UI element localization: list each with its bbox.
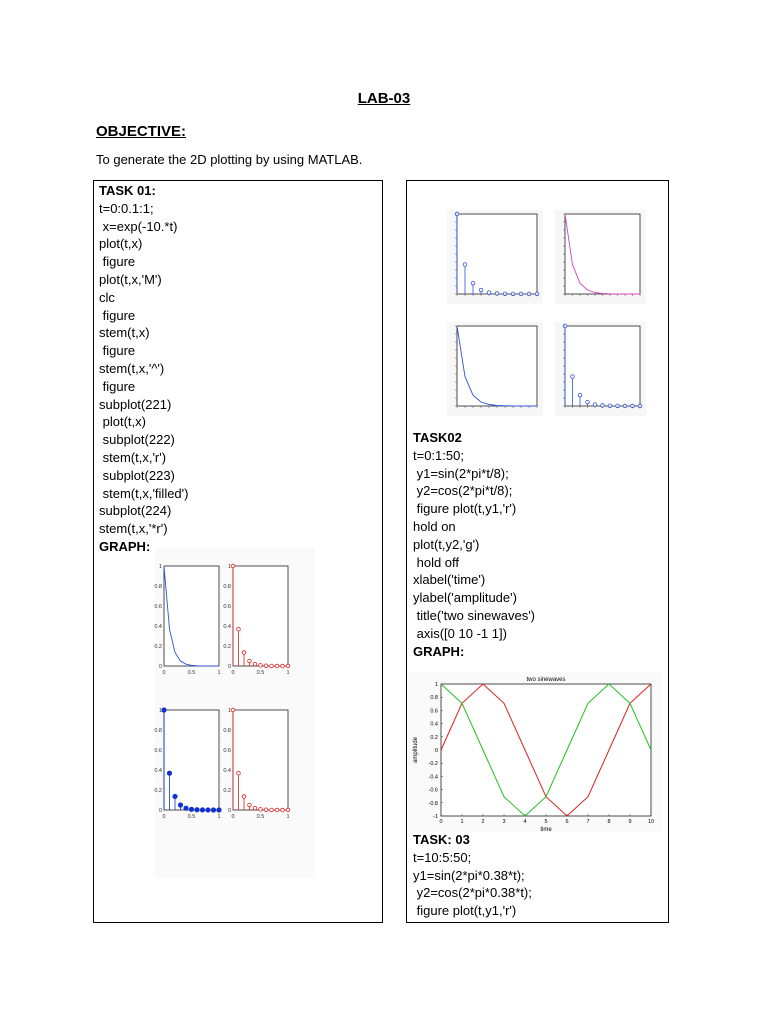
figure-stem-stem-marker <box>471 281 475 285</box>
task2-line: xlabel('time') <box>413 572 486 588</box>
task3-line: figure plot(t,y1,'r') <box>413 903 517 919</box>
subplot-223-stem-marker <box>217 808 221 812</box>
subplot-223-stem-marker <box>189 807 193 811</box>
sine-y-tick: 0.8 <box>430 695 438 702</box>
figure-stem-stem-marker <box>463 263 467 267</box>
subplot-221-y-tick: 0.6 <box>154 604 162 610</box>
task2-line: figure plot(t,y1,'r') <box>413 501 517 517</box>
sine-y-tick: 0.2 <box>430 734 438 741</box>
subplot-224-y-tick: 0.6 <box>223 748 231 754</box>
task1-line: plot(t,x) <box>99 236 143 252</box>
subplot-222-stem-marker <box>253 662 257 666</box>
lab-title: LAB-03 <box>357 90 411 107</box>
sine-y-tick: 0.6 <box>430 708 438 715</box>
sine-y-tick: -0.2 <box>428 761 438 768</box>
task2-line: ylabel('amplitude') <box>413 590 517 606</box>
subplot-224-stem-marker <box>286 808 290 812</box>
figure-stem-caret-stem-marker <box>578 393 582 397</box>
subplot-224-x-tick: 1 <box>286 814 290 820</box>
subplot-221-y-tick: 0.2 <box>154 644 162 650</box>
figure-stem-stem-marker <box>479 288 483 292</box>
sine-x-tick: 7 <box>586 819 590 825</box>
subplot-221-frame <box>164 566 219 666</box>
task1-line: clc <box>99 289 115 305</box>
task2-line: GRAPH: <box>413 643 465 659</box>
sine-x-tick: 2 <box>481 819 485 825</box>
task2-line: y2=cos(2*pi*t/8); <box>413 483 513 499</box>
subplot-221-y-tick: 1 <box>158 564 162 570</box>
subplot-224-y-tick: 0.2 <box>223 788 231 794</box>
subplot-221-x-tick: 0 <box>162 670 166 676</box>
subplot-224-y-tick: 1 <box>227 708 231 714</box>
subplot-224-y-tick: 0.4 <box>223 768 231 774</box>
subplot-222-y-tick: 0.2 <box>223 644 231 650</box>
task1-line: stem(t,x) <box>99 325 150 341</box>
task2-line: t=0:1:50; <box>413 447 464 463</box>
task1-line: subplot(224) <box>99 503 172 519</box>
sine-x-tick: 10 <box>647 819 655 825</box>
task2-line: axis([0 10 -1 1]) <box>413 625 507 641</box>
subplot-222-stem-marker <box>275 664 279 668</box>
subplot-223-y-tick: 0.2 <box>154 788 162 794</box>
figure-thumbnails <box>410 200 665 422</box>
task1-line: figure <box>99 254 136 270</box>
subplot-223-stem-marker <box>162 708 166 712</box>
task3-line: y1=sin(2*pi*0.38*t); <box>413 867 525 883</box>
subplot-222-x-tick: 1 <box>286 670 290 676</box>
task3-line: y2=cos(2*pi*0.38*t); <box>413 885 532 901</box>
subplot-224-x-tick: 0 <box>231 814 235 820</box>
subplot-224-stem-marker <box>264 808 268 812</box>
subplot-222-stem-marker <box>264 664 268 668</box>
sine-y-tick: -0.6 <box>428 787 438 794</box>
subplot-222-stem-marker <box>242 651 246 655</box>
subplot-222-stem-marker <box>281 664 285 668</box>
sine-title: two sinewaves <box>526 677 566 683</box>
task1-line: x=exp(-10.*t) <box>99 218 178 234</box>
sinewave-chart <box>408 672 663 832</box>
subplot-223-stem-marker <box>173 794 177 798</box>
subplot-223-x-tick: 0.5 <box>187 814 196 820</box>
subplot-223-y-tick: 0.8 <box>154 728 162 734</box>
subplot-223-frame <box>164 710 219 810</box>
task1-line: subplot(221) <box>99 396 172 412</box>
sine-x-tick: 5 <box>544 819 548 825</box>
subplot-224-frame <box>233 710 288 810</box>
sine-x-tick: 1 <box>460 819 464 825</box>
task1-line: stem(t,x,'*r') <box>99 521 168 537</box>
subplot-223-y-tick: 1 <box>158 708 162 714</box>
task2-line: plot(t,y2,'g') <box>413 536 480 552</box>
subplot-222-stem-marker <box>259 664 263 668</box>
sine-x-tick: 9 <box>628 819 632 825</box>
task3-line: t=10:5:50; <box>413 849 472 865</box>
sine-x-tick: 8 <box>607 819 611 825</box>
subplot-222-y-tick: 0.6 <box>223 604 231 610</box>
subplot-223-x-tick: 0 <box>162 814 166 820</box>
task2-line: hold on <box>413 518 456 534</box>
figure-plot-frame <box>457 326 537 406</box>
subplot-223-stem-marker <box>211 808 215 812</box>
subplot-224-stem-marker <box>275 808 279 812</box>
subplot-221-x-tick: 1 <box>217 670 221 676</box>
subplot-figure <box>140 548 315 878</box>
task1-line: stem(t,x,'^') <box>99 360 165 376</box>
task3-line: TASK: 03 <box>413 832 470 847</box>
task2-line: y1=sin(2*pi*t/8); <box>413 465 509 481</box>
subplot-224-x-tick: 0.5 <box>256 814 265 820</box>
task1-line: t=0:0.1:1; <box>99 200 154 216</box>
task1-line: stem(t,x,'r') <box>99 449 167 465</box>
figure-stem-stem-marker <box>487 291 491 295</box>
task1-line: figure <box>99 307 136 323</box>
sine-x-tick: 3 <box>502 819 506 825</box>
task1-line: figure <box>99 378 136 394</box>
task1-line: stem(t,x,'filled') <box>99 485 189 501</box>
subplot-224-stem-marker <box>253 806 257 810</box>
figure-stem-caret-stem-marker <box>593 403 597 407</box>
subplot-223-y-tick: 0.4 <box>154 768 162 774</box>
figure-stem-caret-stem-marker <box>571 375 575 379</box>
subplot-223-stem-marker <box>206 808 210 812</box>
sine-ylabel: amplitude <box>413 736 419 764</box>
subplot-222-frame <box>233 566 288 666</box>
task1-code <box>99 182 188 556</box>
subplot-222-y-tick: 0.4 <box>223 624 231 630</box>
subplot-223-x-tick: 1 <box>217 814 221 820</box>
task2-line: title('two sinewaves') <box>413 607 536 623</box>
subplot-222-stem-marker <box>270 664 274 668</box>
subplot-222-x-tick: 0.5 <box>256 670 265 676</box>
subplot-224-stem-marker <box>270 808 274 812</box>
subplot-222-stem-marker <box>237 627 241 631</box>
task1-line: TASK 01: <box>99 183 156 198</box>
figure-stem-caret-frame <box>565 326 640 406</box>
subplot-224-stem-marker <box>281 808 285 812</box>
subplot-223-y-tick: 0 <box>158 808 162 814</box>
objective-heading: OBJECTIVE: <box>96 123 187 140</box>
task1-line: figure <box>99 343 136 359</box>
subplot-221-y-tick: 0.8 <box>154 584 162 590</box>
subplot-222-x-tick: 0 <box>231 670 235 676</box>
subplot-222-y-tick: 0 <box>227 664 231 670</box>
task1-line: plot(t,x) <box>99 414 146 430</box>
subplot-222-stem-marker <box>286 664 290 668</box>
subplot-222-stem-marker <box>231 564 235 568</box>
subplot-221-x-tick: 0.5 <box>187 670 196 676</box>
sine-x-tick: 4 <box>523 819 527 825</box>
figure-stem-frame <box>457 214 537 294</box>
subplot-223-stem-marker <box>184 806 188 810</box>
sine-y-tick: -1 <box>433 814 438 820</box>
sine-y-tick: 0.4 <box>430 721 438 728</box>
subplot-223-y-tick: 0.6 <box>154 748 162 754</box>
task2-line: hold off <box>413 554 460 570</box>
sine-x-tick: 6 <box>565 819 569 825</box>
subplot-224-stem-marker <box>237 771 241 775</box>
sine-y-tick: -0.8 <box>428 800 438 807</box>
figure-plot-magenta-frame <box>565 214 640 294</box>
task1-line: plot(t,x,'M') <box>99 271 162 287</box>
task3-code <box>413 831 532 920</box>
subplot-221-y-tick: 0.4 <box>154 624 162 630</box>
subplot-224-stem-marker <box>248 803 252 807</box>
subplot-223-stem-marker <box>178 803 182 807</box>
subplot-223-stem-marker <box>167 771 171 775</box>
sine-y-tick: 1 <box>434 682 438 688</box>
subplot-224-y-tick: 0.8 <box>223 728 231 734</box>
figure-stem-caret-stem-marker <box>586 400 590 404</box>
sine-y-tick: 0 <box>434 748 438 754</box>
task1-line: GRAPH: <box>99 538 151 554</box>
subplot-222-y-tick: 0.8 <box>223 584 231 590</box>
sine-xlabel: time <box>540 827 552 833</box>
subplot-222-stem-marker <box>248 659 252 663</box>
task2-line: TASK02 <box>413 430 462 445</box>
subplot-221-y-tick: 0 <box>158 664 162 670</box>
subplot-223-stem-marker <box>195 808 199 812</box>
objective-text: To generate the 2D plotting by using MATLAB. <box>96 152 363 167</box>
subplot-222-y-tick: 1 <box>227 564 231 570</box>
task1-line: subplot(222) <box>99 432 175 448</box>
subplot-224-stem-marker <box>231 708 235 712</box>
sine-y-tick: -0.4 <box>428 774 438 781</box>
subplot-224-stem-marker <box>259 808 263 812</box>
subplot-224-stem-marker <box>242 795 246 799</box>
sine-x-tick: 0 <box>439 819 443 825</box>
subplot-223-stem-marker <box>200 808 204 812</box>
task1-line: subplot(223) <box>99 467 175 483</box>
task2-code <box>413 429 535 660</box>
subplot-224-y-tick: 0 <box>227 808 231 814</box>
